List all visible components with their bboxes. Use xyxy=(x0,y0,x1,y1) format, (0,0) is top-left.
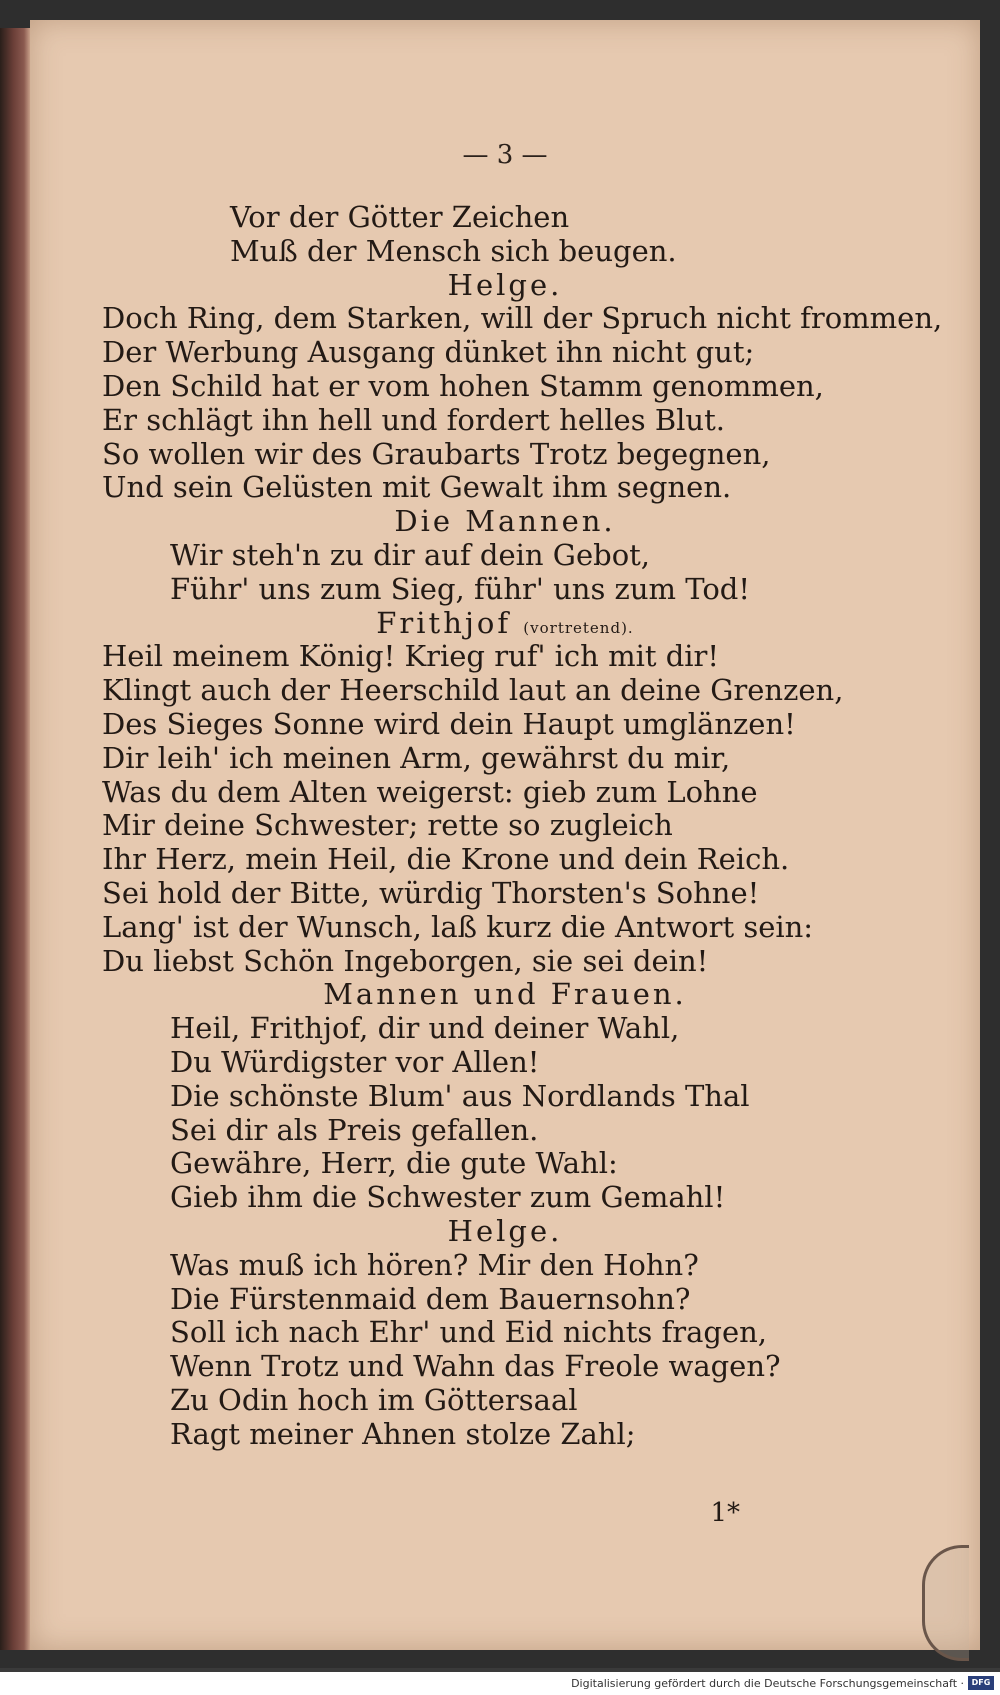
verse-line: Er schlägt ihn hell und fordert helles Blut. xyxy=(102,402,725,437)
verse-line: Muß der Mensch sich beugen. xyxy=(230,233,677,268)
page-clip-icon xyxy=(922,1545,969,1661)
verse-line: Die schönste Blum' aus Nordlands Thal xyxy=(170,1078,750,1113)
stage-direction: (vortretend). xyxy=(523,618,634,637)
verse-line: Wir steh'n zu dir auf dein Gebot, xyxy=(170,538,651,572)
verse-line: Und sein Gelüsten mit Gewalt ihm segnen. xyxy=(102,470,732,505)
speaker-heading xyxy=(30,606,980,640)
verse-line: Heil meinem König! Krieg ruf' ich mit dir! xyxy=(102,639,720,674)
verse-line: Du liebst Schön Ingeborgen, sie sei dein! xyxy=(102,943,709,978)
verse-line: Mir deine Schwester; rette so zugleich xyxy=(102,808,673,843)
speaker-name: Frithjof xyxy=(376,605,524,640)
page-number: — 3 — xyxy=(462,140,548,170)
verse-line: Der Werbung Ausgang dünket ihn nicht gut; xyxy=(102,335,755,370)
verse-line: Was du dem Alten weigerst: gieb zum Lohne xyxy=(102,774,758,809)
verse-line: Klingt auch der Heerschild laut an deine Grenzen, xyxy=(102,673,844,708)
dfg-logo: DFG xyxy=(968,1676,994,1690)
footer-credit: Digitalisierung gefördert durch die Deutsche Forschungsgemeinschaft · xyxy=(571,1677,964,1690)
verse-line: Ihr Herz, mein Heil, die Krone und dein Reich. xyxy=(102,842,790,877)
verse-line: Ragt meiner Ahnen stolze Zahl; xyxy=(170,1416,636,1451)
verse-line: Heil, Frithjof, dir und deiner Wahl, xyxy=(170,1011,680,1046)
footer-bar xyxy=(0,1672,1000,1695)
verse-line: Des Sieges Sonne wird dein Haupt umglänzen! xyxy=(102,707,796,741)
verse-line: Gewähre, Herr, die gute Wahl: xyxy=(170,1146,618,1181)
verse-line: So wollen wir des Graubarts Trotz begegnen, xyxy=(102,436,771,471)
verse-line: Sei dir als Preis gefallen. xyxy=(170,1112,539,1147)
verse-line: Lang' ist der Wunsch, laß kurz die Antwort sein: xyxy=(102,909,814,944)
verse-line: Vor der Götter Zeichen xyxy=(230,200,570,234)
signature-mark: 1* xyxy=(710,1498,740,1528)
speaker-heading: Die Mannen. xyxy=(394,504,616,539)
verse-line: Zu Odin hoch im Göttersaal xyxy=(170,1383,578,1417)
speaker-heading: Helge. xyxy=(447,1214,563,1248)
verse-line: Gieb ihm die Schwester zum Gemahl! xyxy=(170,1180,726,1215)
verse-line: Den Schild hat er vom hohen Stamm genommen, xyxy=(102,369,824,403)
verse-line: Soll ich nach Ehr' und Eid nichts fragen, xyxy=(170,1315,768,1350)
speaker-heading: Helge. xyxy=(447,267,563,302)
verse-line: Führ' uns zum Sieg, führ' uns zum Tod! xyxy=(170,571,750,606)
book-page xyxy=(30,20,980,1650)
book-spine xyxy=(0,28,30,1650)
verse-line: Du Würdigster vor Allen! xyxy=(170,1045,540,1079)
verse-line: Was muß ich hören? Mir den Hohn? xyxy=(170,1247,699,1282)
speaker-heading: Mannen und Frauen. xyxy=(323,977,687,1012)
verse-line: Die Fürstenmaid dem Bauernsohn? xyxy=(170,1281,691,1316)
verse-line: Doch Ring, dem Starken, will der Spruch nicht frommen, xyxy=(102,301,943,336)
verse-line: Wenn Trotz und Wahn das Freole wagen? xyxy=(170,1349,781,1384)
verse-line: Sei hold der Bitte, würdig Thorsten's Sohne! xyxy=(102,876,760,910)
verse-line: Dir leih' ich meinen Arm, gewährst du mir, xyxy=(102,740,731,775)
